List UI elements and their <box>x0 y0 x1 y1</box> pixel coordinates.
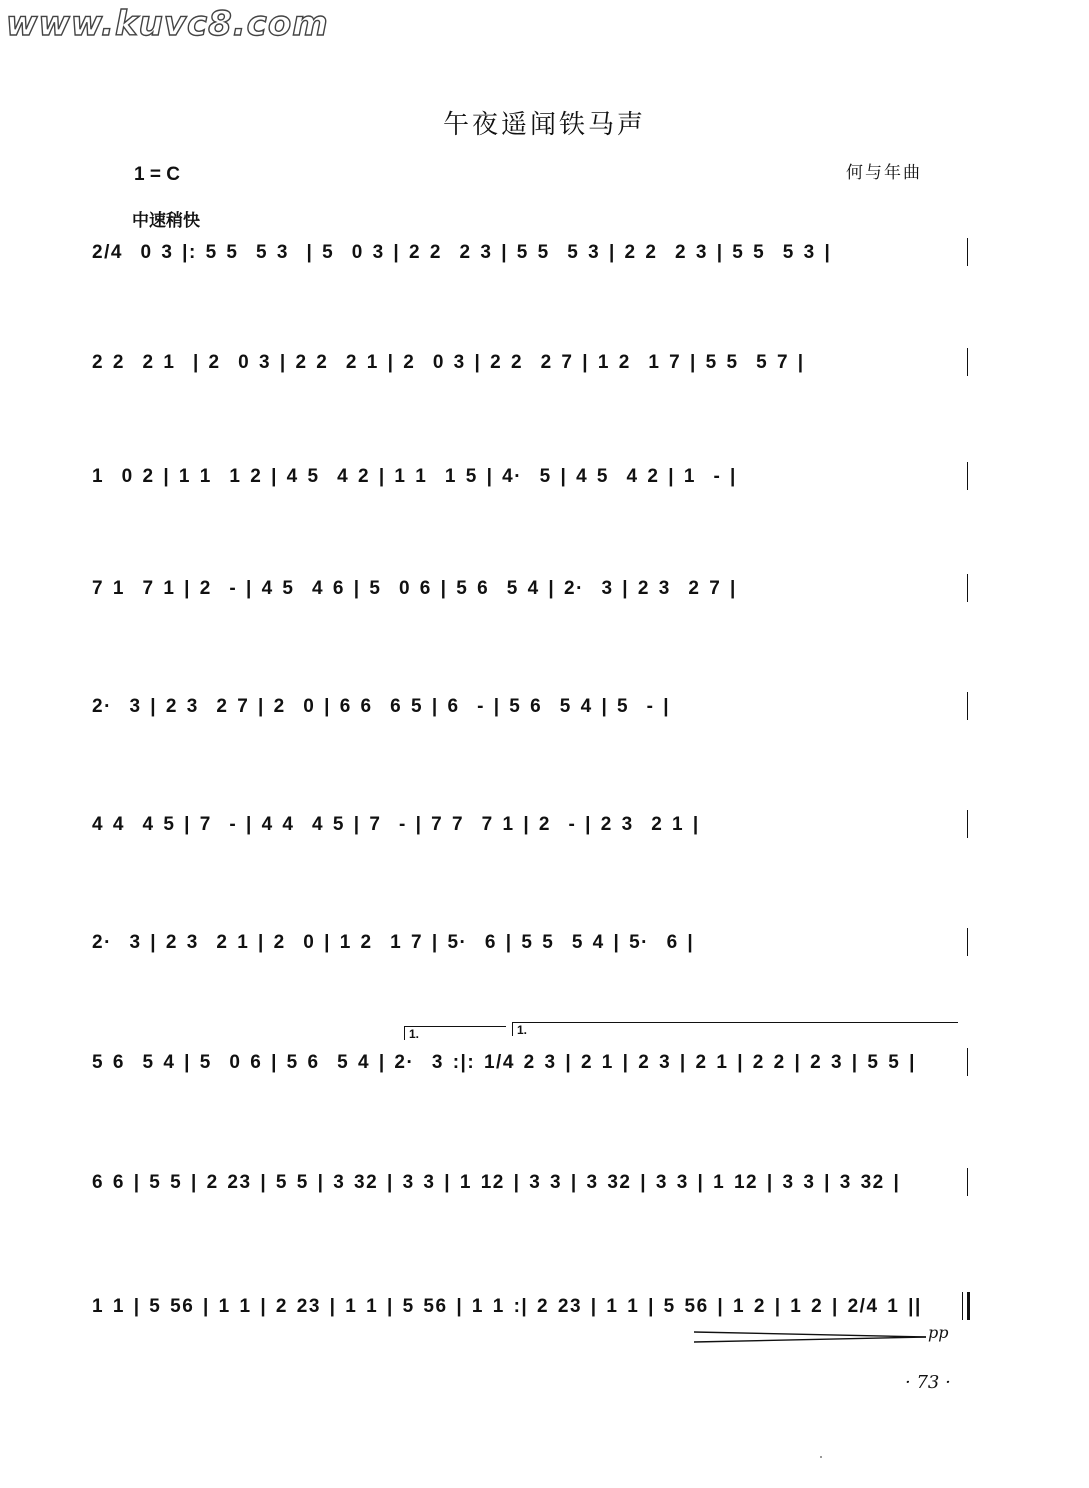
score-line-10: 1 1 | 5 56 | 1 1 | 2 23 | 1 1 | 5 56 | 1 1 :| 2 23 | 1 1 | 5 56 | 1 2 | 1 2 | 2/4 1 || <box>92 1290 972 1324</box>
score-line-3: 1 0 2 | 1 1 1 2 | 4 5 4 2 | 1 1 1 5 | 4· 5 | 4 5 4 2 | 1 - | <box>92 460 972 494</box>
song-title: 午夜遥闻铁马声 <box>442 110 646 140</box>
score-line-5: 2· 3 | 2 3 2 7 | 2 0 | 6 6 6 5 | 6 - | 5 6 5 4 | 5 - | <box>92 690 972 724</box>
score-line-4: 7 1 7 1 | 2 - | 4 5 4 6 | 5 0 6 | 5 6 5 4 | 2· 3 | 2 3 2 7 | <box>92 572 972 606</box>
score-line-8: 5 6 5 4 | 5 0 6 | 5 6 5 4 | 2· 3 :|: 1/4 2 3 | 2 1 | 2 3 | 2 1 | 2 2 | 2 3 | 5 5 | <box>92 1046 972 1080</box>
score-line-1: 2/4 0 3 |: 5 5 5 3 | 5 0 3 | 2 2 2 3 | 5 5 5 3 | 2 2 2 3 | 5 5 5 3 | <box>92 236 972 270</box>
tempo-marking: 中速稍快 <box>132 211 200 231</box>
diminuendo-hairpin <box>694 1330 930 1346</box>
key-signature: 1 = C <box>134 164 180 185</box>
speck <box>820 1456 822 1458</box>
score-line-6: 4 4 4 5 | 7 - | 4 4 4 5 | 7 - | 7 7 7 1 | 2 - | 2 3 2 1 | <box>92 808 972 842</box>
score-line-9: 6 6 | 5 5 | 2 23 | 5 5 | 3 32 | 3 3 | 1 12 | 3 3 | 3 32 | 3 3 | 1 12 | 3 3 | 3 32 | <box>92 1166 972 1200</box>
first-ending-bracket: 1. <box>404 1026 506 1040</box>
dynamic-marking: pp <box>928 1323 949 1342</box>
score-line-7: 2· 3 | 2 3 2 1 | 2 0 | 1 2 1 7 | 5· 6 | 5 5 5 4 | 5· 6 | <box>92 926 972 960</box>
page-number: · 73 · <box>905 1372 951 1393</box>
composer-credit: 何与年曲 <box>846 163 922 183</box>
second-ending-bracket: 1. <box>512 1022 958 1036</box>
watermark: www.kuvc8.com <box>6 4 329 44</box>
score-line-2: 2 2 2 1 | 2 0 3 | 2 2 2 1 | 2 0 3 | 2 2 2 7 | 1 2 1 7 | 5 5 5 7 | <box>92 346 972 380</box>
